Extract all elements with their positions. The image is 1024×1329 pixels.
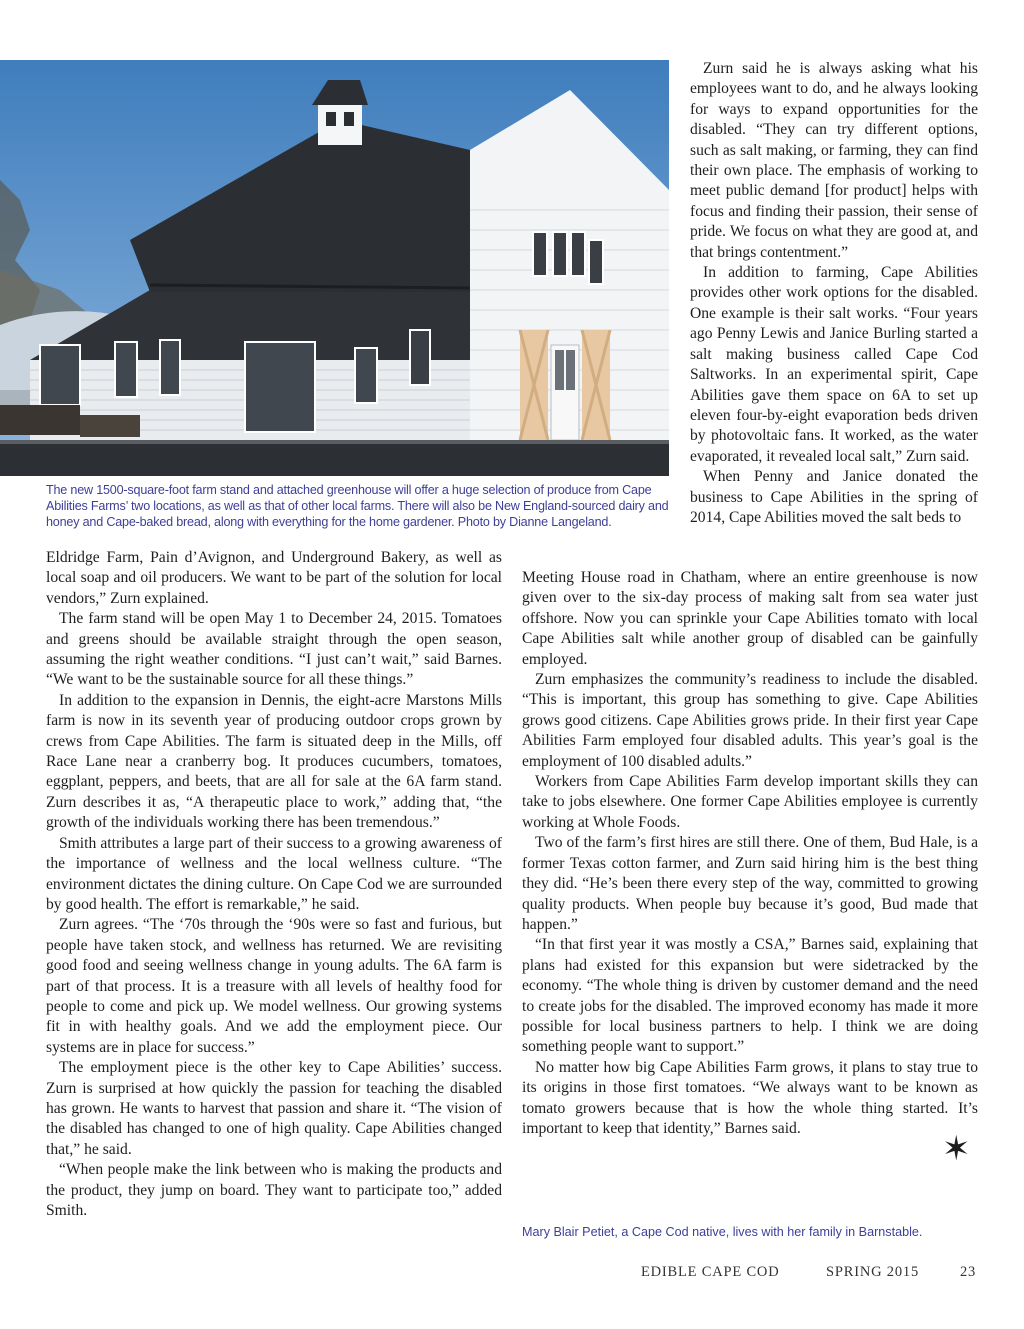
paragraph: Eldridge Farm, Pain d’Avignon, and Underground Bakery, as well as local soap and oil producers. We want to be part of the solution for local vendors,” Zurn explained. — [46, 549, 502, 607]
farm-stand-illustration — [0, 60, 669, 476]
photo-caption-text: The new 1500-square-foot farm stand and attached greenhouse will offer a huge selection of produce from Cape Abilities Farms’ two locations, as well as that of other local farms. There will also be New England-sourced dairy and honey and Cape-baked bread, along with everything for the home gardener. Photo by Dianne Langeland. — [46, 483, 669, 529]
paragraph: Meeting House road in Chatham, where an entire greenhouse is now given over to the six-day process of making salt from sea water just offshore. Now you can sprinkle your Cape Abilities tomato with local Cape Abilities salt while another group of disabled can be gainfully employed. — [522, 569, 978, 668]
paragraph: No matter how big Cape Abilities Farm grows, it plans to stay true to its origins in those first tomatoes. “We always want to be known as tomato growers because that is how the whole thing started. It’s important to keep that identity,” Barnes said. — [522, 1058, 978, 1137]
paragraph: In addition to the expansion in Dennis, the eight-acre Marstons Mills farm is now in its seventh year of producing outdoor crops grown by crews from Cape Abilities. The farm is situated deep in the Mills, off Race Lane near a cranberry bog. It produces cucumbers, tomatoes, eggplant, peppers, and beets, that are all for sale at the 6A farm stand. Zurn describes it as, “A therapeutic place to work,” adding that, “the growth of the individuals working there has been tremendous.” — [46, 691, 502, 832]
article-column-left — [46, 548, 502, 1221]
paragraph: When Penny and Janice donated the business to Cape Abilities in the spring of 2014, Cape Abilities moved the salt beds to — [690, 468, 978, 526]
paragraph: Zurn agrees. “The ‘70s through the ‘90s were so fast and furious, but people have taken stock, and wellness has returned. We are revisiting good food and seeing wellness change in young adults. The 6A farm is part of that process. It is a treasure with all levels of healthy food for people to come and pick up. We model wellness. Our growing systems fit in with healthy goals. And we add the employment piece. Our systems are in place for success.” — [46, 916, 502, 1056]
footer-issue: SPRING 2015 — [826, 1264, 919, 1280]
paragraph: Smith attributes a large part of their success to a growing awareness of the importance of wellness and the local wellness culture. “The environment dictates the dining culture. On Cape Cod we are surrounded by good health. The effort is remarkable,” he said. — [46, 834, 502, 913]
page-number: 23 — [960, 1264, 977, 1280]
article-column-right-top — [690, 59, 978, 528]
photo-caption — [46, 482, 672, 530]
article-column-right — [522, 568, 978, 1139]
paragraph: “In that first year it was mostly a CSA,” Barnes said, explaining that plans had existed for this expansion but were sidetracked by the economy. “The whole thing is driven by customer demand and the need to create jobs for the disabled. The improved economy has made it more possible for local business partners to help. I think we are doing something people want to support.” — [522, 936, 978, 1056]
end-mark-icon: ✶ — [942, 1129, 971, 1169]
author-bio: Mary Blair Petiet, a Cape Cod native, lives with her family in Barnstable. — [522, 1225, 923, 1239]
paragraph: Zurn said he is always asking what his employees want to do, and he always looking for ways to expand opportunities for the disabled. “They can try different options, such as salt making, or farming, they can find their own place. The emphasis of working to meet public demand [for product] helps with focus and finding their passion, their sense of pride. We focus on what they are good at, and that brings contentment.” — [690, 60, 978, 261]
paragraph: Workers from Cape Abilities Farm develop important skills they can take to jobs elsewhere. One former Cape Abilities employee is currently working at Whole Foods. — [522, 773, 978, 831]
paragraph: The employment piece is the other key to Cape Abilities’ success. Zurn is surprised at how quickly the passion for teaching the disabled has grown. He wants to harvest that passion and share it. “The vision of the disabled has changed to one of high quality. Cape Abilities changed that,” he said. — [46, 1059, 502, 1158]
paragraph: Two of the farm’s first hires are still there. One of them, Bud Hale, is a former Texas cotton farmer, and Zurn said hiring him is the best thing they did. “He’s been there every step of the way, committed to growing quality products. When people buy because it’s good, Bud made that happen.” — [522, 834, 978, 933]
paragraph: The farm stand will be open May 1 to December 24, 2015. Tomatoes and greens should be available straight through the open season, assuming the right weather conditions. “I just can’t wait,” said Barnes. “We want to be the sustainable source for all these things.” — [46, 610, 502, 689]
paragraph: “When people make the link between who is making the products and the product, they jump on board. They want to participate too,” added Smith. — [46, 1161, 502, 1219]
paragraph: Zurn emphasizes the community’s readiness to include the disabled. “This is important, this group has something to give. Cape Abilities grows good citizens. Cape Abilities grows pride. In their first year Cape Abilities Farm employed four disabled adults. This year’s goal is the employment of 100 disabled adults.” — [522, 671, 978, 770]
farm-stand-photo — [0, 60, 669, 476]
paragraph: In addition to farming, Cape Abilities provides other work options for the disabled. One example is their salt works. “Four years ago Penny Lewis and Janice Burling started a salt making business called Cape Cod Saltworks. In an experimental spirit, Cape Abilities gave them space on 6A to set up eleven four-by-eight evaporation beds driven by photovoltaic fans. It worked, as the water evaporated, it revealed local salt,” Zurn said. — [690, 264, 978, 465]
footer-magazine-name: EDIBLE CAPE COD — [641, 1264, 780, 1280]
